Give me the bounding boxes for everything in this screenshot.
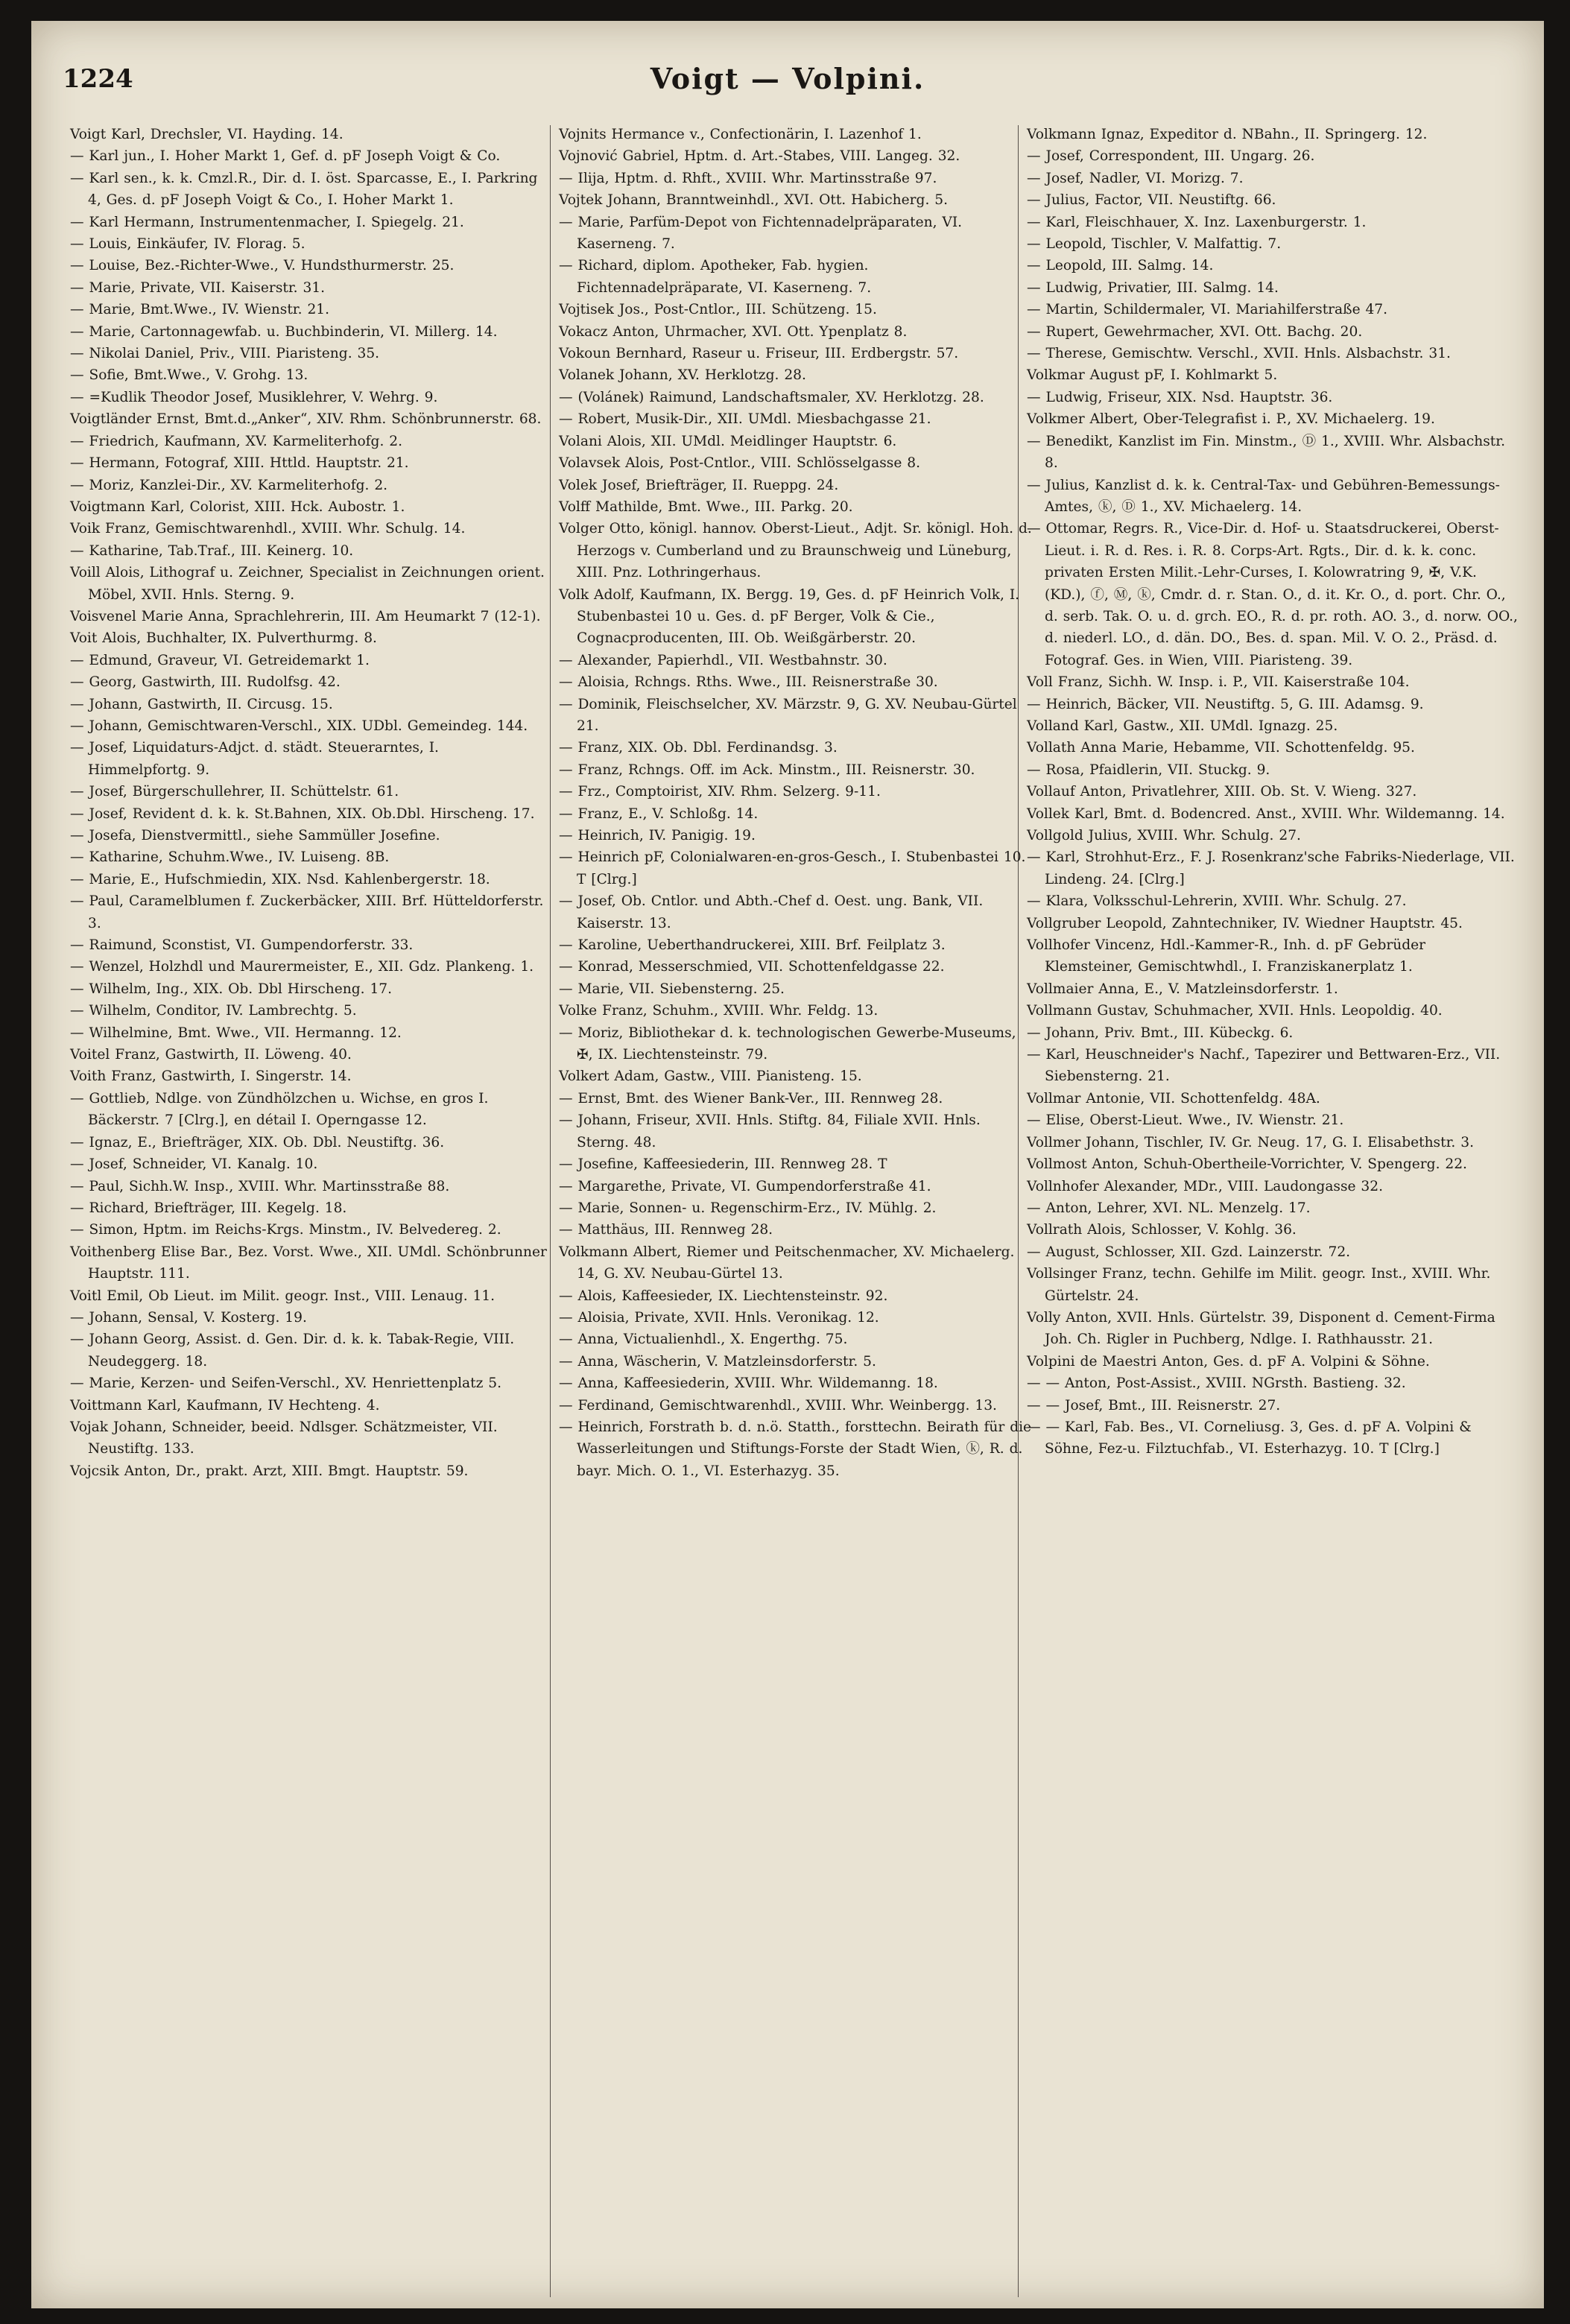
- directory-entry: — Wilhelm, Ing., XIX. Ob. Dbl Hirscheng. 17.: [70, 981, 393, 997]
- directory-entry: — Ernst, Bmt. des Wiener Bank-Ver., III. Rennweg 28.: [559, 1090, 943, 1106]
- directory-entry: — Rosa, Pfaidlerin, VII. Stuckg. 9.: [1027, 762, 1270, 778]
- directory-entry: — Marie, VII. Siebensterng. 25.: [559, 981, 785, 997]
- directory-entry: Voigtmann Karl, Colorist, XIII. Hck. Aubostr. 1.: [70, 498, 405, 515]
- directory-entry: — Aloisia, Rchngs. Rths. Wwe., III. Reisnerstraße 30.: [559, 674, 938, 691]
- directory-entry: Voith Franz, Gastwirth, I. Singerstr. 14.: [70, 1068, 352, 1085]
- directory-entry: — Alois, Kaffeesieder, IX. Liechtensteinstr. 92.: [559, 1288, 888, 1304]
- directory-entry: — Paul, Caramelblumen f. Zuckerbäcker, XIII. Brf. Hütteldorferstr. 3.: [70, 893, 544, 931]
- directory-entry: — Anton, Lehrer, XVI. NL. Menzelg. 17.: [1027, 1200, 1311, 1216]
- directory-entry: Volland Karl, Gastw., XII. UMdl. Ignazg. 25.: [1027, 718, 1338, 734]
- directory-entry: — Richard, Briefträger, III. Kegelg. 18.: [70, 1200, 347, 1216]
- directory-entry: Vojcsik Anton, Dr., prakt. Arzt, XIII. Bmgt. Hauptstr. 59.: [70, 1463, 469, 1479]
- directory-entry: — Konrad, Messerschmied, VII. Schottenfeldgasse 22.: [559, 959, 945, 975]
- directory-entry: Vollhofer Vincenz, Hdl.-Kammer-R., Inh. d. pF Gebrüder Klemsteiner, Gemischtwhdl., I. Franziskanerplatz 1.: [1027, 937, 1426, 975]
- running-title: Voigt — Volpini.: [650, 62, 925, 95]
- directory-entry: Volek Josef, Briefträger, II. Rueppg. 24.: [559, 477, 839, 493]
- directory-entry: Volani Alois, XII. UMdl. Meidlinger Hauptstr. 6.: [559, 433, 897, 449]
- column-1: [70, 124, 547, 1482]
- directory-entry: — Gottlieb, Ndlge. von Zündhölzchen u. Wichse, en gros I. Bäckerstr. 7 [Clrg.], en détail I. Operngasse 12.: [70, 1090, 489, 1129]
- directory-entry: — Friedrich, Kaufmann, XV. Karmeliterhofg. 2.: [70, 433, 403, 449]
- directory-entry: Volkmann Ignaz, Expeditor d. NBahn., II. Springerg. 12.: [1027, 127, 1428, 142]
- directory-entry: Voik Franz, Gemischtwarenhdl., XVIII. Whr. Schulg. 14.: [70, 521, 466, 537]
- directory-entry: — Heinrich, IV. Panigig. 19.: [559, 828, 756, 843]
- directory-entry: — Josef, Bürgerschullehrer, II. Schüttelstr. 61.: [70, 784, 399, 800]
- directory-entry: — Frz., Comptoirist, XIV. Rhm. Selzerg. 9-11.: [559, 784, 881, 800]
- directory-entry: — Heinrich, Forstrath b. d. n.ö. Statth., forsttechn. Beirath für die Wasserleitungen und Stiftungs-Forste der Stadt Wien, ⓚ, R. d. bayr. Mich. O. 1., VI. Esterhazyg. 35.: [559, 1419, 1032, 1479]
- directory-entry: Voittmann Karl, Kaufmann, IV Hechteng. 4.: [70, 1397, 380, 1413]
- directory-entry: — Elise, Oberst-Lieut. Wwe., IV. Wienstr. 21.: [1027, 1112, 1344, 1129]
- directory-entry: — (Volánek) Raimund, Landschaftsmaler, XV. Herklotzg. 28.: [559, 389, 984, 405]
- directory-entry: — Franz, E., V. Schloßg. 14.: [559, 805, 759, 822]
- directory-entry: — Ferdinand, Gemischtwarenhdl., XVIII. Whr. Weinbergg. 13.: [559, 1397, 997, 1413]
- directory-entry: — Anna, Kaffeesiederin, XVIII. Whr. Wildemanng. 18.: [559, 1375, 938, 1392]
- directory-entry: Vojnović Gabriel, Hptm. d. Art.-Stabes, VIII. Langeg. 32.: [559, 148, 960, 165]
- directory-entry: — Franz, Rchngs. Off. im Ack. Minstm., III. Reisnerstr. 30.: [559, 762, 975, 778]
- directory-entry: Vojtisek Jos., Post-Cntlor., III. Schützeng. 15.: [559, 302, 877, 318]
- directory-entry: — Edmund, Graveur, VI. Getreidemarkt 1.: [70, 652, 370, 668]
- directory-entry: — Josef, Schneider, VI. Kanalg. 10.: [70, 1156, 318, 1173]
- directory-entry: — Josef, Liquidaturs-Adjct. d. städt. Steuerarntes, I. Himmelpfortg. 9.: [70, 740, 439, 778]
- directory-entry: Voit Alois, Buchhalter, IX. Pulverthurmg. 8.: [70, 630, 377, 647]
- directory-entry: — Dominik, Fleischselcher, XV. Märzstr. 9, G. XV. Neubau-Gürtel 21.: [559, 696, 1017, 734]
- directory-entry: — Karl Hermann, Instrumentenmacher, I. Spiegelg. 21.: [70, 214, 464, 230]
- column-3: [1027, 124, 1519, 1460]
- directory-entry: Vojak Johann, Schneider, beeid. Ndlsger. Schätzmeister, VII. Neustiftg. 133.: [70, 1419, 498, 1457]
- directory-entry: — Raimund, Sconstist, VI. Gumpendorferstr. 33.: [70, 937, 414, 954]
- directory-entry: — Ludwig, Friseur, XIX. Nsd. Hauptstr. 36.: [1027, 389, 1333, 405]
- directory-entry: — Martin, Schildermaler, VI. Mariahilferstraße 47.: [1027, 302, 1388, 318]
- directory-entry: — Leopold, III. Salmg. 14.: [1027, 258, 1214, 274]
- directory-entry: — Moriz, Bibliothekar d. k. technologischen Gewerbe-Museums, ✠, IX. Liechtensteinstr. 79.: [559, 1025, 1016, 1063]
- directory-entry: — Heinrich, Bäcker, VII. Neustiftg. 5, G. III. Adamsg. 9.: [1027, 696, 1424, 712]
- directory-entry: — Klara, Volksschul-Lehrerin, XVIII. Whr. Schulg. 27.: [1027, 893, 1407, 910]
- directory-entry: Volanek Johann, XV. Herklotzg. 28.: [559, 367, 806, 384]
- directory-entry: — =Kudlik Theodor Josef, Musiklehrer, V. Wehrg. 9.: [70, 389, 438, 405]
- directory-entry: Vollmost Anton, Schuh-Obertheile-Vorrichter, V. Spengerg. 22.: [1027, 1156, 1467, 1173]
- directory-entry: Vollgruber Leopold, Zahntechniker, IV. Wiedner Hauptstr. 45.: [1027, 915, 1463, 931]
- directory-entry: Volavsek Alois, Post-Cntlor., VIII. Schlösselgasse 8.: [559, 455, 921, 472]
- directory-entry: — Simon, Hptm. im Reichs-Krgs. Minstm., IV. Belvedereg. 2.: [70, 1222, 501, 1238]
- directory-entry: — Louis, Einkäufer, IV. Florag. 5.: [70, 236, 306, 253]
- directory-entry: Volly Anton, XVII. Hnls. Gürtelstr. 39, Disponent d. Cement-Firma Joh. Ch. Rigler in Puchberg, Ndlge. I. Rathhausstr. 21.: [1027, 1309, 1495, 1348]
- directory-entry: — — Josef, Bmt., III. Reisnerstr. 27.: [1027, 1397, 1281, 1413]
- directory-entry: Volkert Adam, Gastw., VIII. Pianisteng. 15.: [559, 1068, 862, 1085]
- directory-entry: — Benedikt, Kanzlist im Fin. Minstm., Ⓓ 1., XVIII. Whr. Alsbachstr. 8.: [1027, 433, 1505, 472]
- directory-entry: — Josef, Ob. Cntlor. und Abth.-Chef d. Oest. ung. Bank, VII. Kaiserstr. 13.: [559, 893, 984, 931]
- directory-page: [31, 21, 1544, 2308]
- page-header: [31, 21, 1544, 110]
- directory-entry: — Josefine, Kaffeesiederin, III. Rennweg 28. T: [559, 1156, 887, 1173]
- directory-entry: — Richard, diplom. Apotheker, Fab. hygien. Fichtennadelpräparate, VI. Kaserneng. 7.: [559, 258, 872, 296]
- directory-entry: — Josef, Correspondent, III. Ungarg. 26.: [1027, 148, 1315, 165]
- directory-entry: — Sofie, Bmt.Wwe., V. Grohg. 13.: [70, 367, 308, 384]
- directory-entry: — Robert, Musik-Dir., XII. UMdl. Miesbachgasse 21.: [559, 411, 931, 428]
- directory-entry: — Johann, Priv. Bmt., III. Kübeckg. 6.: [1027, 1025, 1294, 1041]
- directory-entry: Voll Franz, Sichh. W. Insp. i. P., VII. Kaiserstraße 104.: [1027, 674, 1410, 691]
- directory-entry: — Karl, Heuschneider's Nachf., Tapezirer und Bettwaren-Erz., VII. Siebensterng. 21.: [1027, 1047, 1501, 1085]
- directory-entry: Voitl Emil, Ob Lieut. im Milit. geogr. Inst., VIII. Lenaug. 11.: [70, 1288, 496, 1304]
- directory-entry: — Katharine, Schuhm.Wwe., IV. Luiseng. 8B.: [70, 849, 390, 866]
- directory-entry: Voitel Franz, Gastwirth, II. Löweng. 40.: [70, 1047, 352, 1063]
- directory-entry: — Anna, Victualienhdl., X. Engerthg. 75.: [559, 1332, 848, 1348]
- directory-entry: — Moriz, Kanzlei-Dir., XV. Karmeliterhofg. 2.: [70, 477, 388, 493]
- directory-entry: — Ludwig, Privatier, III. Salmg. 14.: [1027, 279, 1279, 296]
- directory-entry: — Johann, Gemischtwaren-Verschl., XIX. UDbl. Gemeindeg. 144.: [70, 718, 528, 734]
- directory-entry: — Julius, Factor, VII. Neustiftg. 66.: [1027, 192, 1276, 209]
- directory-entry: Voigtländer Ernst, Bmt.d.„Anker“, XIV. Rhm. Schönbrunnerstr. 68.: [70, 411, 542, 428]
- directory-entry: — Margarethe, Private, VI. Gumpendorferstraße 41.: [559, 1178, 931, 1194]
- column-2: [559, 124, 1036, 1482]
- directory-entry: — August, Schlosser, XII. Gzd. Lainzerstr. 72.: [1027, 1244, 1351, 1260]
- directory-entry: Vollrath Alois, Schlosser, V. Kohlg. 36.: [1027, 1222, 1297, 1238]
- directory-entry: Vokacz Anton, Uhrmacher, XVI. Ott. Ypenplatz 8.: [559, 323, 908, 340]
- directory-entry: Vollath Anna Marie, Hebamme, VII. Schottenfeldg. 95.: [1027, 740, 1415, 756]
- directory-entry: — Karoline, Ueberthandruckerei, XIII. Brf. Feilplatz 3.: [559, 937, 946, 954]
- directory-entry: — Wilhelmine, Bmt. Wwe., VII. Hermanng. 12.: [70, 1025, 402, 1041]
- directory-entry: — Marie, Cartonnagewfab. u. Buchbinderin, VI. Millerg. 14.: [70, 323, 498, 340]
- directory-entry: Volff Mathilde, Bmt. Wwe., III. Parkg. 20.: [559, 498, 853, 515]
- directory-entry: Vojtek Johann, Branntweinhdl., XVI. Ott. Habicherg. 5.: [559, 192, 949, 209]
- directory-entry: — Josefa, Dienstvermittl., siehe Sammüller Josefine.: [70, 828, 440, 843]
- directory-entry: — Therese, Gemischtw. Verschl., XVII. Hnls. Alsbachstr. 31.: [1027, 346, 1451, 362]
- directory-entry: — Marie, Sonnen- u. Regenschirm-Erz., IV. Mühlg. 2.: [559, 1200, 937, 1216]
- directory-entry: — Karl jun., I. Hoher Markt 1, Gef. d. pF Joseph Voigt & Co.: [70, 148, 501, 165]
- directory-entry: — Ignaz, E., Briefträger, XIX. Ob. Dbl. Neustiftg. 36.: [70, 1134, 445, 1150]
- directory-entry: — Josef, Revident d. k. k. St.Bahnen, XIX. Ob.Dbl. Hirscheng. 17.: [70, 805, 535, 822]
- directory-entry: — Franz, XIX. Ob. Dbl. Ferdinandsg. 3.: [559, 740, 838, 756]
- directory-entry: Voithenberg Elise Bar., Bez. Vorst. Wwe., XII. UMdl. Schönbrunner Hauptstr. 111.: [70, 1244, 547, 1282]
- directory-entry: — Karl, Strohhut-Erz., F. J. Rosenkranz'sche Fabriks-Niederlage, VII. Lindeng. 24. [Clrg.]: [1027, 849, 1515, 887]
- directory-entry: — Matthäus, III. Rennweg 28.: [559, 1222, 773, 1238]
- directory-entry: — Johann, Gastwirth, II. Circusg. 15.: [70, 696, 333, 712]
- directory-entry: — Marie, Bmt.Wwe., IV. Wienstr. 21.: [70, 302, 330, 318]
- directory-entry: — Alexander, Papierhdl., VII. Westbahnstr. 30.: [559, 652, 887, 668]
- directory-entry: Vollek Karl, Bmt. d. Bodencred. Anst., XVIII. Whr. Wildemanng. 14.: [1027, 805, 1505, 822]
- directory-entry: — Marie, Private, VII. Kaiserstr. 31.: [70, 279, 326, 296]
- directory-entry: — Georg, Gastwirth, III. Rudolfsg. 42.: [70, 674, 341, 691]
- directory-entry: — Josef, Nadler, VI. Morizg. 7.: [1027, 170, 1244, 186]
- directory-entry: — Nikolai Daniel, Priv., VIII. Piaristeng. 35.: [70, 346, 380, 362]
- directory-entry: Volke Franz, Schuhm., XVIII. Whr. Feldg. 13.: [559, 1003, 879, 1019]
- directory-entry: Vollmer Johann, Tischler, IV. Gr. Neug. 17, G. I. Elisabethstr. 3.: [1027, 1134, 1474, 1150]
- directory-entry: — Karl sen., k. k. Cmzl.R., Dir. d. I. öst. Sparcasse, E., I. Parkring 4, Ges. d. pF Joseph Voigt & Co., I. Hoher Markt 1.: [70, 170, 538, 209]
- directory-entry: Volger Otto, königl. hannov. Oberst-Lieut., Adjt. Sr. königl. Hoh. d. Herzogs v. Cumberland und zu Braunschweig und Lüneburg, XIII. Pnz. Lothringerhaus.: [559, 521, 1032, 581]
- directory-entry: — Johann, Sensal, V. Kosterg. 19.: [70, 1309, 307, 1326]
- directory-entry: — Aloisia, Private, XVII. Hnls. Veronikag. 12.: [559, 1309, 879, 1326]
- directory-entry: — Hermann, Fotograf, XIII. Httld. Hauptstr. 21.: [70, 455, 409, 472]
- directory-entry: Vollgold Julius, XVIII. Whr. Schulg. 27.: [1027, 828, 1301, 843]
- directory-entry: Voill Alois, Lithograf u. Zeichner, Specialist in Zeichnungen orient. Möbel, XVII. Hnls. Sterng. 9.: [70, 565, 545, 603]
- directory-entry: Volkmann Albert, Riemer und Peitschenmacher, XV. Michaelerg. 14, G. XV. Neubau-Gürtel 13.: [559, 1244, 1015, 1282]
- directory-entry: Vojnits Hermance v., Confectionärin, I. Lazenhof 1.: [559, 127, 922, 142]
- directory-entry: Vollmaier Anna, E., V. Matzleinsdorferstr. 1.: [1027, 981, 1338, 997]
- directory-entry: — Anna, Wäscherin, V. Matzleinsdorferstr. 5.: [559, 1353, 876, 1370]
- directory-entry: — Louise, Bez.-Richter-Wwe., V. Hundsthurmerstr. 25.: [70, 258, 455, 274]
- directory-entry: — Katharine, Tab.Traf., III. Keinerg. 10.: [70, 542, 354, 559]
- page-number: 1224: [63, 64, 133, 94]
- directory-entry: — Marie, Parfüm-Depot von Fichtennadelpräparaten, VI. Kaserneng. 7.: [559, 214, 963, 253]
- directory-entry: Volkmar August pF, I. Kohlmarkt 5.: [1027, 367, 1278, 384]
- directory-entry: Voisvenel Marie Anna, Sprachlehrerin, III. Am Heumarkt 7 (12-1).: [70, 608, 541, 624]
- directory-entry: — Marie, Kerzen- und Seifen-Verschl., XV. Henriettenplatz 5.: [70, 1375, 502, 1392]
- column-divider: [550, 125, 551, 2297]
- directory-entry: Volkmer Albert, Ober-Telegrafist i. P., XV. Michaelerg. 19.: [1027, 411, 1435, 428]
- directory-entry: Vollsinger Franz, techn. Gehilfe im Milit. geogr. Inst., XVIII. Whr. Gürtelstr. 24.: [1027, 1266, 1491, 1304]
- directory-entry: — — Anton, Post-Assist., XVIII. NGrsth. Bastieng. 32.: [1027, 1375, 1406, 1392]
- directory-entry: — Johann, Friseur, XVII. Hnls. Stiftg. 84, Filiale XVII. Hnls. Sterng. 48.: [559, 1112, 981, 1150]
- directory-entry: Vollmar Antonie, VII. Schottenfeldg. 48A.: [1027, 1090, 1320, 1106]
- directory-entry: — Heinrich pF, Colonialwaren-en-gros-Gesch., I. Stubenbastei 10. T [Clrg.]: [559, 849, 1026, 887]
- directory-entry: Volpini de Maestri Anton, Ges. d. pF A. Volpini & Söhne.: [1027, 1353, 1430, 1370]
- directory-entry: — Wenzel, Holzhdl und Maurermeister, E., XII. Gdz. Plankeng. 1.: [70, 959, 534, 975]
- directory-entry: — Rupert, Gewehrmacher, XVI. Ott. Bachg. 20.: [1027, 323, 1363, 340]
- directory-entry: — Marie, E., Hufschmiedin, XIX. Nsd. Kahlenbergerstr. 18.: [70, 871, 490, 887]
- directory-entry: Vollnhofer Alexander, MDr., VIII. Laudongasse 32.: [1027, 1178, 1383, 1194]
- directory-entry: Vollmann Gustav, Schuhmacher, XVII. Hnls. Leopoldig. 40.: [1027, 1003, 1443, 1019]
- directory-entry: — Julius, Kanzlist d. k. k. Central-Tax- und Gebühren-Bemessungs-Amtes, ⓚ, Ⓓ 1., XV. Michaelerg. 14.: [1027, 477, 1500, 515]
- directory-entry: — — Karl, Fab. Bes., VI. Corneliusg. 3, Ges. d. pF A. Volpini & Söhne, Fez-u. Filztuchfab., VI. Esterhazyg. 10. T [Clrg.]: [1027, 1419, 1472, 1457]
- directory-entry: — Wilhelm, Conditor, IV. Lambrechtg. 5.: [70, 1003, 357, 1019]
- directory-entry: Vollauf Anton, Privatlehrer, XIII. Ob. St. V. Wieng. 327.: [1027, 784, 1417, 800]
- directory-entry: Voigt Karl, Drechsler, VI. Hayding. 14.: [70, 127, 344, 142]
- directory-entry: Vokoun Bernhard, Raseur u. Friseur, III. Erdbergstr. 57.: [559, 346, 959, 362]
- directory-entry: — Paul, Sichh.W. Insp., XVIII. Whr. Martinsstraße 88.: [70, 1178, 450, 1194]
- directory-entry: — Karl, Fleischhauer, X. Inz. Laxenburgerstr. 1.: [1027, 214, 1367, 230]
- directory-entry: — Ilija, Hptm. d. Rhft., XVIII. Whr. Martinsstraße 97.: [559, 170, 937, 186]
- directory-entry: — Ottomar, Regrs. R., Vice-Dir. d. Hof- u. Staatsdruckerei, Oberst-Lieut. i. R. d. Res. i. R. 8. Corps-Art. Rgts., Dir. d. k. k. conc. privaten Ersten Milit.-Lehr-Curses, I. Kolowratring 9, ✠, V.K. (KD.), ⓕ, Ⓜ, ⓚ, Cmdr. d. r. Stan. O., d. it. Kr. O., d. port. Chr. O., d. serb. Tak. O. u. d. grch. EO., R. d. pr. roth. AO. 3., d. norw. OO., d. niederl. LO., d. dän. DO., Bes. d. span. Mil. V. O. 2., Präsd. d. Fotograf. Ges. in Wien, VIII. Piaristeng. 39.: [1027, 521, 1518, 668]
- directory-entry: — Leopold, Tischler, V. Malfattig. 7.: [1027, 236, 1282, 253]
- directory-entry: — Johann Georg, Assist. d. Gen. Dir. d. k. k. Tabak-Regie, VIII. Neudeggerg. 18.: [70, 1332, 515, 1370]
- directory-entry: Volk Adolf, Kaufmann, IX. Bergg. 19, Ges. d. pF Heinrich Volk, I. Stubenbastei 10 u. Ges. d. pF Berger, Volk & Cie., Cognacproducenten, III. Ob. Weißgärberstr. 20.: [559, 586, 1020, 647]
